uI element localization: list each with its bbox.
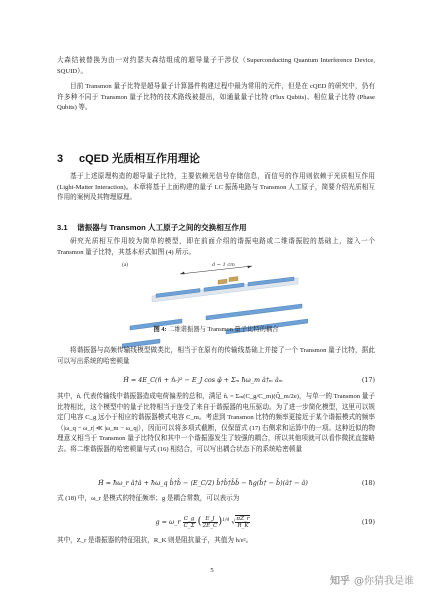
section-3-paragraph: 基于上述原理构造的超导量子比特，主要依赖光信号存储信息，而信号的作用则依赖于光质相互作用 (Light-Matter Interaction)。本章将基于上面构建的量子 LC 振荡电路与 Transmon 人工原子，简要介绍光质相互作用的案例及其物理原理。 [57, 173, 375, 202]
body-paragraph-2: 将谐振器与高频传输线模型做类比，相当于在原有的传输线基础上并接了一个 Transmon 量子比特，据此可以写出系统的哈密顿量 [57, 347, 375, 365]
intro-paragraph-1: 大森结被替换为由一对约瑟夫森结组成的超导量子干涉仪（Superconducting Quantum Interference Device, SQUID）。 [57, 57, 375, 75]
equation-17-body: Ĥ = 4E_C(n̂ + n̂ᵣ)² − E_J cos φ̂ + Σₘ ħω_m â†ₘ âₘ [123, 376, 283, 384]
dimension-marker [180, 262, 252, 274]
section-3-1-paragraph: 研究光质相互作用较为简单的模型，即在前面介绍的谐振电路或二维谐振腔的基础上，接入一个 Transmon 量子比特，其基本形式如图 (4) 所示。 [57, 238, 375, 256]
intro-paragraph-2: 目前 Transmon 量子比特是超导量子计算器件构建过程中最为常用的元件，但是在 cQED 的研究中，仍有许多种不同于 Transmon 量子比特的技术路线被提出，如通量量子比特 (Flux Qubits)、相位量子比特 (Phase Qubits) 等。 [57, 83, 375, 112]
subsection-title: 谐振器与 Transmon 人工原子之间的交换相互作用 [77, 223, 247, 232]
equation-19-fraction-1: $\frac{C\_g}{C\_\Sigma}$ [183, 515, 195, 529]
watermark-site: 知乎 [330, 576, 350, 587]
dimension-label: d ~ 1 cm [212, 262, 235, 268]
section-title: cQED 光质相互作用理论 [79, 153, 201, 165]
equation-17 [57, 374, 375, 386]
body-paragraph-3-block [57, 392, 375, 456]
section-3-body [57, 172, 375, 204]
figure-panel-label: (a) [122, 262, 129, 268]
watermark [330, 577, 414, 588]
equation-19-exponent: 1/4 [222, 517, 230, 523]
body-paragraph-5-block [57, 536, 375, 547]
equation-19 [57, 512, 375, 532]
figure-caption-text: 二维谐振器与 Transmon 量子比特的耦合 [168, 326, 279, 333]
transmon-qubit [218, 277, 238, 285]
section-3-heading [57, 152, 375, 166]
equation-19-fraction-2: $\frac{E\_J}{2E\_C}$ [202, 515, 218, 529]
intro-section [57, 56, 375, 114]
section-3-1-body [57, 237, 375, 258]
equation-18-tag: (18) [361, 479, 375, 487]
equation-19-fraction-3: $\frac{\pi Z\_r}{R\_K}$ [236, 516, 250, 529]
equation-18-body: Ĥ ≈ ħω_r â†â + ħω_q b̂†b̂ − (E_C/2) b̂†b̂†b̂b̂ − ħg(b̂† − b̂)(â† − â) [98, 479, 308, 487]
figure-caption [57, 325, 375, 335]
figure-resonator-qubit [122, 258, 308, 350]
equation-19-lhs: g = ω_r [155, 518, 181, 526]
body-paragraph-4: 式 (18) 中，ω_r 是模式的特征频率；g 是耦合常数，可以表示为 [57, 495, 240, 502]
page-number: 5 [210, 567, 214, 574]
watermark-author: @你猜我是谁 [354, 576, 414, 587]
hamiltonian-intro [57, 346, 375, 367]
body-paragraph-3: 其中，n̂ᵣ 代表传输线中谐振器造成电荷偏差的总和，满足 n̂ᵣ = Σₘ(C_g/C_m)(Q̂_m/2e)，与单一的 Transmon 量子比特相比，这个模型中的量子比特相当于连受了来自于谐振器的电压驱动。为了进一步简化模型，这里可以规定门电容 C_g 远小于相应的谐振器模式电容 C_m。考虑到 Transmon 比特的频率更接近于某个谐振模式的频率（|ω_q − ω_r| ≪ |ω_m − ω_q|），因而可以将多项式截断，仅保留式 (17) 右侧求和运算中的一项。这种近似的物理意义相当于 Transmon 量子比特仅和其中一个谐振器发生了较强的耦合，所以其他项就可以看作微扰直接略去。将二维谐振器的哈密顿量与式 (16) 相结合，可以写出耦合状态下的系统哈密顿量 [57, 393, 375, 453]
body-paragraph-4-block [57, 494, 375, 505]
equation-17-tag: (17) [361, 376, 375, 384]
body-paragraph-5: 其中，Z_r 是谐振器的特征阻抗，R_K 则是阻抗量子，其值为 h/e²。 [57, 537, 253, 544]
equation-18 [57, 477, 375, 489]
subsection-number: 3.1 [57, 223, 68, 232]
section-number: 3 [57, 153, 64, 165]
equation-19-body: g = ω_r $\frac{C\_g}{C\_\Sigma}$ ( $\frac{E\_J}{2E\_C}$ )$^{1/4}$ √ $\frac{\pi Z\_r}{R\_K}$ [155, 515, 250, 529]
section-3-1-heading [57, 222, 375, 233]
equation-19-tag: (19) [361, 518, 375, 526]
figure-caption-label: 图 4: [153, 326, 167, 333]
